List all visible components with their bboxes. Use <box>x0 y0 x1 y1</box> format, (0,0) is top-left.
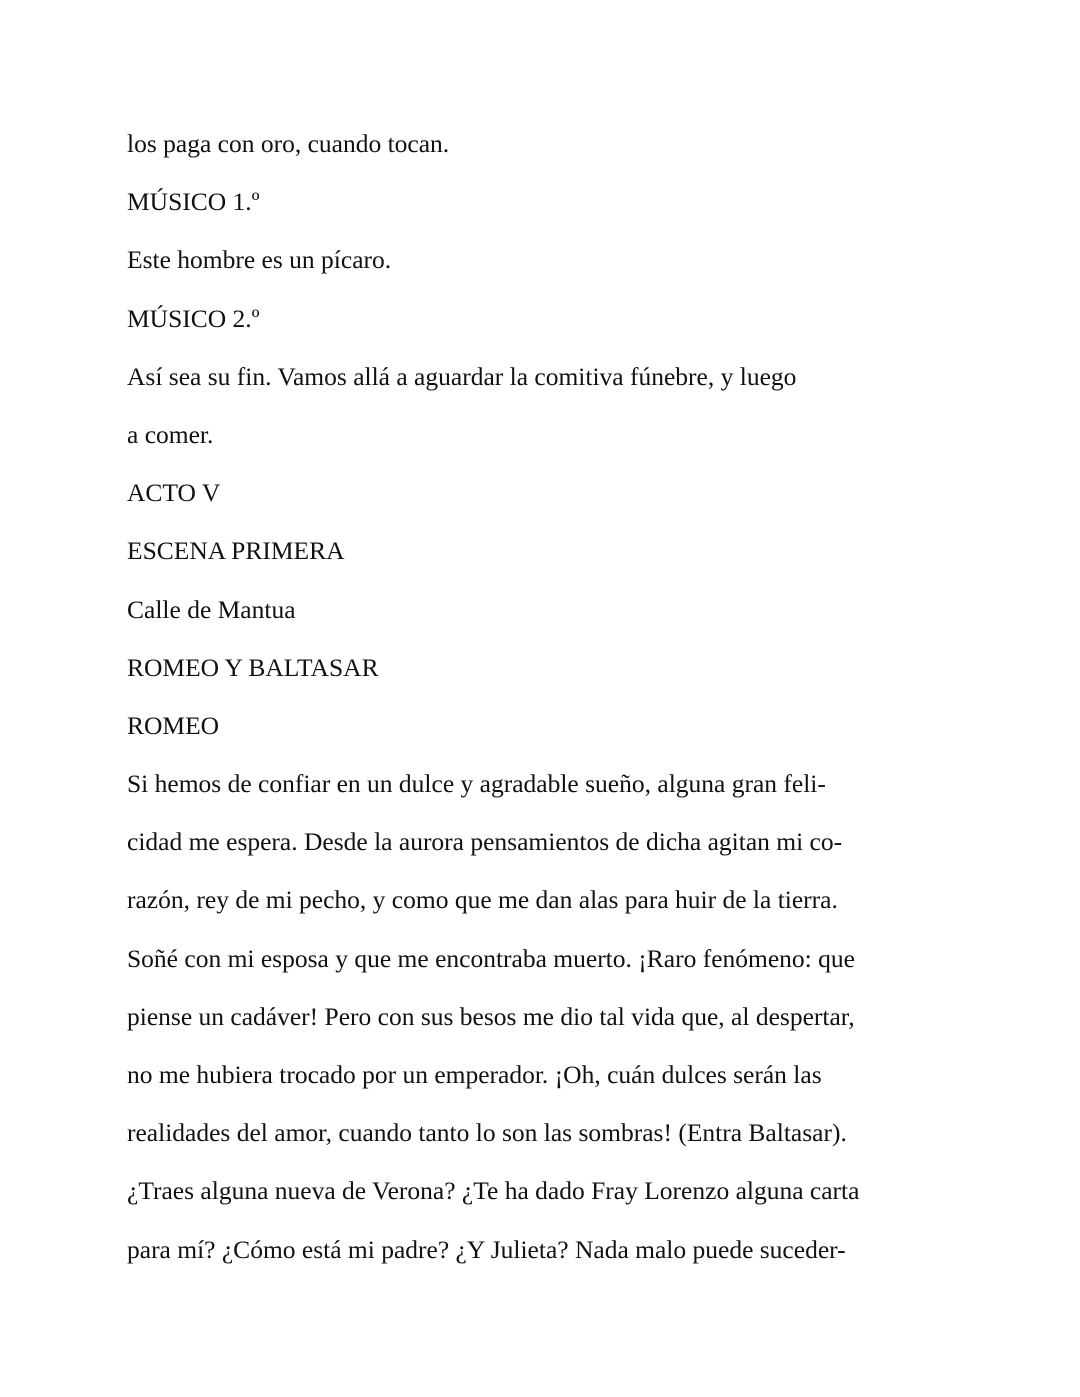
text-line: Así sea su fin. Vamos allá a aguardar la comitiva fúnebre, y luego <box>127 361 797 391</box>
scene-location: Calle de Mantua <box>127 594 296 624</box>
text-body <box>127 124 957 1288</box>
text-line: los paga con oro, cuando tocan. <box>127 129 450 158</box>
act-heading: ACTO V <box>127 478 221 508</box>
speaker-name: MÚSICO 2.º <box>127 303 260 333</box>
scene-heading: ESCENA PRIMERA <box>127 536 345 566</box>
text-line: no me hubiera trocado por un emperador. ¡Oh, cuán dulces serán las <box>127 1060 822 1089</box>
text-line: cidad me espera. Desde la aurora pensamientos de dicha agitan mi co- <box>127 827 843 857</box>
text-line: realidades del amor, cuando tanto lo son las sombras! (Entra Baltasar). <box>127 1118 847 1148</box>
speaker-name: ROMEO <box>127 710 220 740</box>
characters-present: ROMEO Y BALTASAR <box>127 652 379 682</box>
text-line: ¿Traes alguna nueva de Verona? ¿Te ha dado Fray Lorenzo alguna carta <box>127 1176 860 1206</box>
text-line: Soñé con mi esposa y que me encontraba muerto. ¡Raro fenómeno: que <box>127 943 855 973</box>
text-line: piense un cadáver! Pero con sus besos me dio tal vida que, al despertar, <box>127 1001 855 1031</box>
text-line: a comer. <box>127 419 214 449</box>
text-line: Este hombre es un pícaro. <box>127 245 392 275</box>
text-line: razón, rey de mi pecho, y como que me dan alas para huir de la tierra. <box>127 885 838 915</box>
text-line: para mí? ¿Cómo está mi padre? ¿Y Julieta? Nada malo puede suceder- <box>127 1234 846 1264</box>
speaker-name: MÚSICO 1.º <box>127 187 260 217</box>
text-line: Si hemos de confiar en un dulce y agradable sueño, alguna gran feli- <box>127 769 826 799</box>
